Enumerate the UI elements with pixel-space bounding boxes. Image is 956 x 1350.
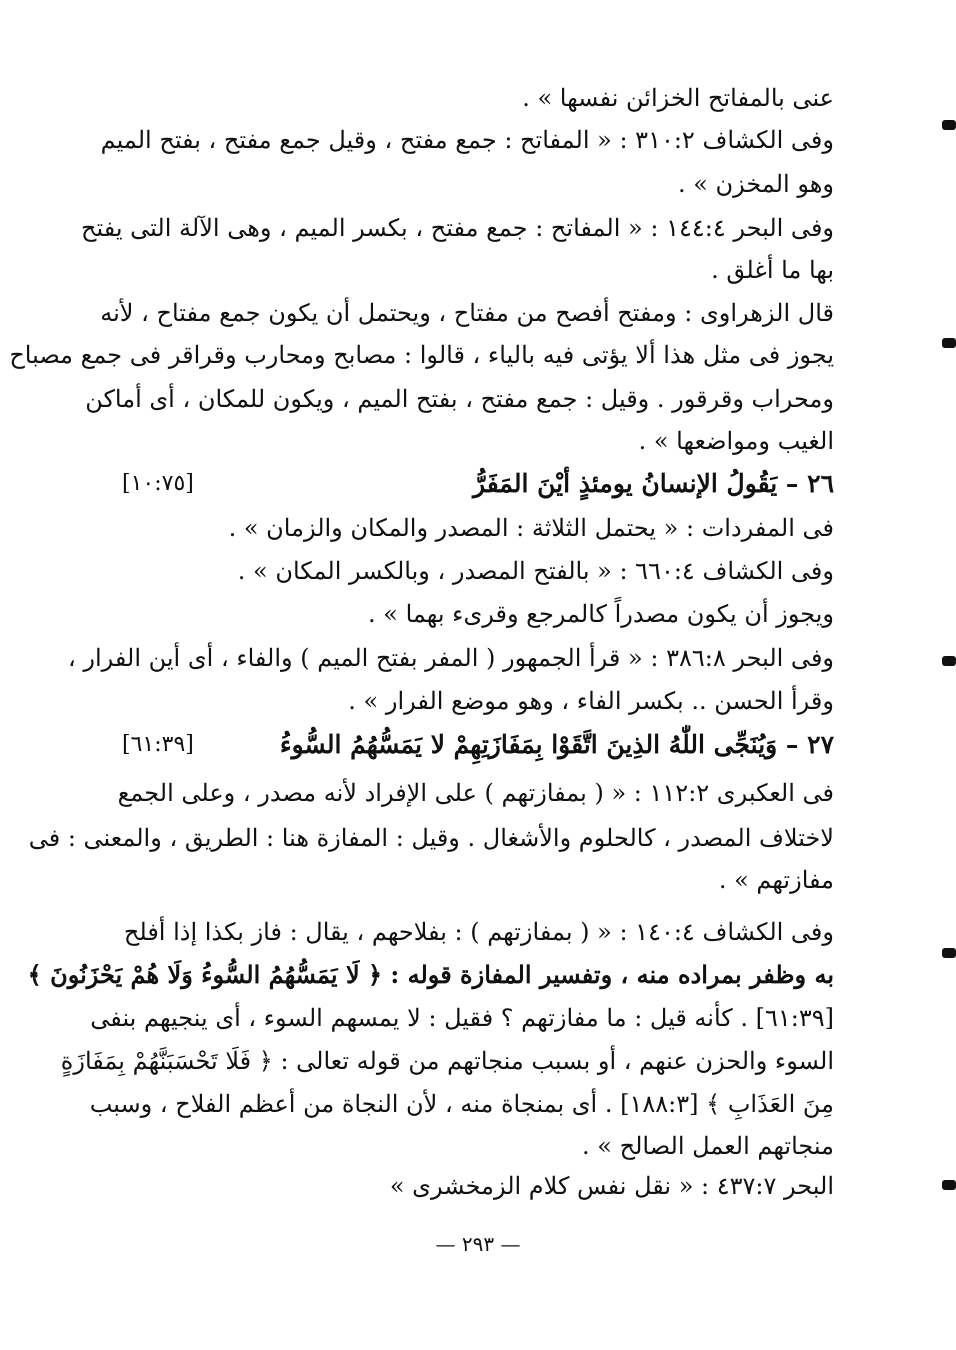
text-line: وفى الكشاف ٣١٠:٢ : « المفاتح : جمع مفتح ، وقيل جمع مفتح ، بفتح الميم xyxy=(100,126,834,154)
text-line: يجوز فى مثل هذا ألا يؤتى فيه بالياء ، قالوا : مصابح ومحارب وقراقر فى جمع مصباح xyxy=(9,341,834,369)
text-line: البحر ٤٣٧:٧ : « نقل نفس كلام الزمخشرى » xyxy=(389,1172,834,1200)
text-line: مفازتهم » . xyxy=(718,866,834,894)
text-line: ومحراب وقرقور . وقيل : جمع مفتح ، بفتح الميم ، ويكون للمكان ، أى أماكن xyxy=(85,385,834,413)
text-line: وقرأ الحسن .. بكسر الفاء ، وهو موضع الفرار » . xyxy=(348,687,834,715)
text-line: لاختلاف المصدر ، كالحلوم والأشغال . وقيل : المفازة هنا : الطريق ، والمعنى : فى xyxy=(28,824,834,852)
text-line: به وظفر بمراده منه ، وتفسير المفازة قوله : ﴿ لَا يَمَسُّهُمُ السُّوءُ وَلَا هُمْ يَحْزَنُونَ ﴾ xyxy=(27,960,834,989)
verse-27 xyxy=(122,725,834,765)
text-line: بها ما أغلق . xyxy=(711,256,834,284)
text-line: عنى بالمفاتح الخزائن نفسها » . xyxy=(522,84,834,112)
verse-text: ٢٧ – وَيُنَجِّى اللّٰهُ الذِينَ اتَّقَوْا بِمَفَازَتِهِمْ لا يَمَسُّهُمُ السُّوءُ xyxy=(279,730,834,759)
verse-reference: [١٠:٧٥] xyxy=(122,471,194,496)
margin-mark xyxy=(942,120,956,130)
verse-text: ٢٦ – يَقُولُ الإنسانُ يومئذٍ أيْنَ المَفَرُّ xyxy=(472,469,834,498)
text-line: فى العكبرى ١١٢:٢ : « ( بمفازتهم ) على الإفراد لأنه مصدر ، وعلى الجمع xyxy=(117,779,834,807)
margin-mark xyxy=(942,338,956,348)
page-number: — ٢٩٣ — xyxy=(435,1232,521,1256)
text-line: الغيب ومواضعها » . xyxy=(638,427,834,455)
text-line: وهو المخزن » . xyxy=(677,170,834,198)
text-line: فى المفردات : « يحتمل الثلاثة : المصدر والمكان والزمان » . xyxy=(228,514,834,542)
margin-mark xyxy=(942,948,956,958)
text-line: قال الزهراوى : ومفتح أفصح من مفتاح ، ويحتمل أن يكون جمع مفتاح ، لأنه xyxy=(100,299,834,327)
text-line: وفى الكشاف ١٤٠:٤ : « ( بمفازتهم ) : بفلاحهم ، يقال : فاز بكذا إذا أفلح xyxy=(123,918,834,946)
text-line: [٦١:٣٩] . كأنه قيل : ما مفازتهم ؟ فقيل : لا يمسهم السوء ، أى ينجيهم بنفى xyxy=(90,1004,834,1032)
text-line: مِنَ العَذَابِ ﴾ [١٨٨:٣] . أى بمنجاة منه ، لأن النجاة من أعظم الفلاح ، وسبب xyxy=(89,1090,834,1118)
margin-mark xyxy=(942,1180,956,1190)
verse-26 xyxy=(122,464,834,504)
text-line: وفى البحر ١٤٤:٤ : « المفاتح : جمع مفتح ، بكسر الميم ، وهى الآلة التى يفتح xyxy=(80,214,834,242)
text-line: وفى البحر ٣٨٦:٨ : « قرأ الجمهور ( المفر بفتح الميم ) والفاء ، أى أين الفرار ، xyxy=(67,644,834,672)
verse-reference: [٦١:٣٩] xyxy=(122,732,194,757)
text-line: ويجوز أن يكون مصدراً كالمرجع وقرىء بهما » . xyxy=(368,600,834,628)
text-line: منجاتهم العمل الصالح » . xyxy=(582,1132,834,1160)
margin-mark xyxy=(942,656,956,666)
text-line: وفى الكشاف ٦٦٠:٤ : « بالفتح المصدر ، وبالكسر المكان » . xyxy=(237,557,834,585)
text-line: السوء والحزن عنهم ، أو بسبب منجاتهم من قوله تعالى : ﴿ فَلَا تَحْسَبَنَّهُمْ بِمَفَازَةٍ xyxy=(60,1047,834,1075)
